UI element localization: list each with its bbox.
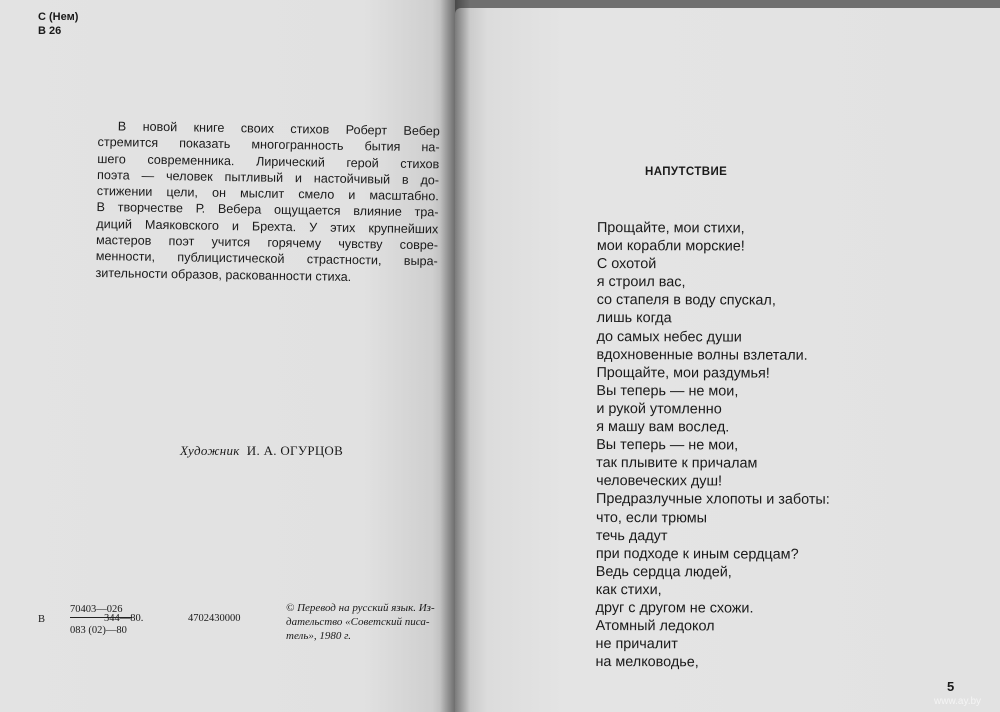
site-watermark: www.ay.by (934, 696, 982, 707)
poem-line: при подходе к иным сердцам? (595, 545, 799, 563)
poem-line: друг с другом не схожи. (595, 599, 754, 617)
pub-number: 4702430000 (188, 613, 241, 624)
poem-line: я машу вам вослед. (596, 419, 730, 436)
poem-line: что, если трюмы (595, 509, 708, 526)
poem-line: Ведь сердца людей, (595, 563, 732, 581)
copyright-line: © Перевод на русский язык. Из- (286, 602, 435, 614)
poem-line: Прощайте, мои стихи, (596, 220, 745, 237)
copyright-notice (286, 601, 456, 643)
illustrator-credit (180, 443, 343, 459)
annotation-line: шего современника. Лирический герой стихов (97, 151, 440, 171)
annotation-line: поэта — человек пытливый и настойчивый в до- (96, 167, 440, 188)
poem-title: НАПУТСТВИЕ (645, 166, 728, 178)
poem-body (595, 219, 830, 672)
annotation-line: менности, публицистической страстности, выра- (95, 249, 438, 269)
poem-line: Предразлучные хлопоты и заботы: (595, 491, 830, 509)
poem-line: я строил вас, (596, 274, 686, 291)
book-annotation (95, 118, 440, 286)
poem-line: Вы теперь — не мои, (596, 382, 739, 400)
annotation-line: диций Маяковского и Брехта. У этих крупнейших (96, 216, 439, 237)
annotation-line: мастеров поэт учится горячему чувству совре- (95, 233, 439, 253)
illustrator-label: Художник (180, 443, 240, 458)
pub-letter: В (38, 614, 46, 625)
copyright-line: дательство «Советский писа- (286, 616, 430, 628)
poem-line: Вы теперь — не мои, (596, 437, 739, 454)
copyright-line: тель», 1980 г. (286, 630, 352, 642)
classification-code (38, 10, 78, 38)
poem-line: до самых небес души (596, 328, 742, 346)
page-number: 5 (947, 679, 955, 694)
poem-line: и рукой утомленно (596, 400, 722, 418)
classification-line: В 26 (38, 25, 62, 37)
poem-line: течь дадут (595, 527, 668, 544)
annotation-line: В творчестве Р. Вебера ощущается влияние тра- (96, 200, 439, 220)
illustrator-name: И. А. ОГУРЦОВ (246, 443, 344, 458)
poem-line: Атомный ледокол (595, 618, 715, 635)
pub-denominator: 083 (02)—80 (70, 625, 127, 636)
poem-line: мои корабли морские! (596, 238, 745, 255)
classification-line: С (Нем) (38, 11, 79, 23)
pub-numerator: 70403—026 (70, 604, 123, 615)
annotation-line: стижении цели, он мыслит смело и масштабно. (96, 184, 439, 204)
poem-line: лишь когда (596, 310, 672, 327)
poem-line: на мелководье, (595, 654, 699, 671)
poem-line: Прощайте, мои раздумья! (596, 364, 770, 382)
poem-line: со стапеля в воду спускал, (596, 292, 776, 309)
poem-line: как стихи, (595, 581, 662, 599)
poem-line: не причалит (595, 636, 678, 653)
pub-suffix: 344—80. (104, 613, 144, 624)
annotation-line: зительности образов, раскованности стиха. (95, 265, 352, 284)
poem-line: вдохновенные волны взлетали. (596, 346, 808, 364)
annotation-line: В новой книге своих стихов Роберт Вебер (117, 119, 440, 139)
annotation-line: стремится показать многогранность бытия на- (97, 135, 440, 155)
poem-line: так плывите к причалам (596, 455, 758, 472)
poem-line: С охотой (596, 256, 657, 273)
poem-line: человеческих душ! (596, 473, 723, 490)
